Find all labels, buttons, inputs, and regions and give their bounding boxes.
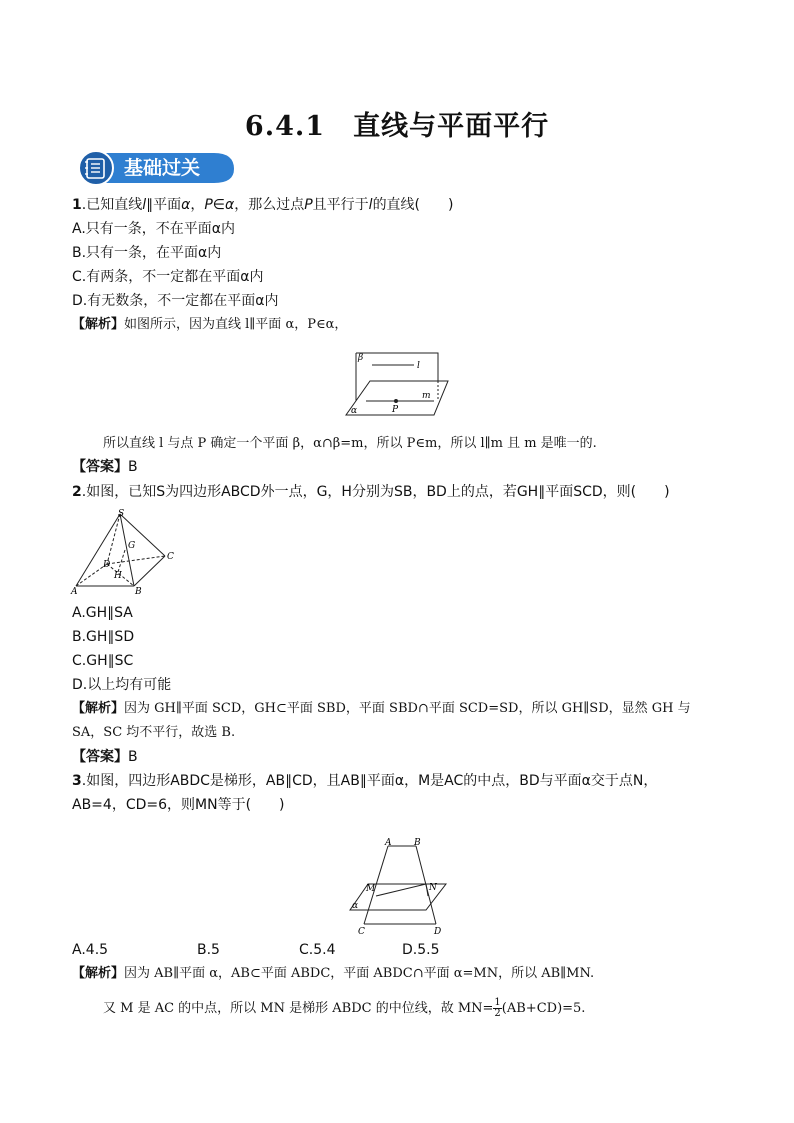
q1-stem: 1.已知直线l∥平面α，P∈α，那么过点P且平行于l的直线( ) (72, 197, 454, 213)
fig2-label-d: D (103, 560, 111, 570)
q1-option-b: B.只有一条，在平面α内 (72, 245, 222, 261)
q1-option-a: A.只有一条，不在平面α内 (72, 221, 236, 237)
q3-figure (346, 838, 450, 936)
q3-option-b: B.5 (197, 942, 220, 958)
q2-option-a: A.GH∥SA (72, 605, 133, 621)
q2-explanation: 【解析】因为 GH∥平面 SCD，GH⊂平面 SBD，平面 SBD∩平面 SCD=SD，所以 GH∥SD，显然 GH 与 (72, 701, 691, 716)
q2-stem: 2.如图，已知S为四边形ABCD外一点，G，H分别为SB，BD上的点，若GH∥平面SCD，则( ) (72, 484, 670, 500)
page-title: 6.4.1 直线与平面平行 (244, 111, 550, 142)
q1-answer: 【答案】B (72, 459, 138, 475)
fig3-label-n: N (429, 883, 437, 893)
fig3-label-b: B (414, 838, 421, 848)
q2-figure (70, 506, 180, 598)
fig2-label-c: C (167, 552, 174, 562)
fig2-label-h: H (114, 571, 122, 581)
q3-option-c: C.5.4 (299, 942, 336, 958)
section-badge (74, 149, 236, 185)
fig2-label-b: B (135, 587, 142, 597)
q1-option-c: C.有两条，不一定都在平面α内 (72, 269, 264, 285)
fig3-label-m: M (366, 884, 376, 894)
q3-stem-cont: AB=4，CD=6，则MN等于( ) (72, 797, 285, 813)
q2-explanation-cont: SA，SC 均不平行，故选 B. (72, 725, 236, 740)
fig3-label-alpha: α (352, 901, 359, 911)
fig3-label-a: A (385, 838, 392, 848)
section-badge-label: 基础过关 (124, 157, 201, 179)
fig3-label-d: D (434, 927, 442, 936)
fig2-label-s: S (118, 509, 125, 519)
q1-figure (340, 343, 452, 421)
fig2-label-a: A (71, 587, 78, 597)
fig1-label-beta: β (358, 353, 364, 363)
fig3-label-c: C (358, 927, 365, 936)
q2-option-c: C.GH∥SC (72, 653, 134, 669)
q1-option-d: D.有无数条，不一定都在平面α内 (72, 293, 279, 309)
q3-explanation-cont: 又 M 是 AC 的中点，所以 MN 是梯形 ABDC 的中位线，故 MN= $\frac{1}{2}$ (AB+CD)=5. (103, 997, 586, 1019)
q2-answer: 【答案】B (72, 749, 138, 765)
fig1-label-l: l (417, 361, 420, 371)
q3-option-a: A.4.5 (72, 942, 109, 958)
q3-explanation: 【解析】因为 AB∥平面 α，AB⊂平面 ABDC，平面 ABDC∩平面 α=MN，所以 AB∥MN. (72, 966, 595, 981)
fig1-label-p: P (392, 405, 399, 415)
q3-option-d: D.5.5 (402, 942, 440, 958)
fig2-label-g: G (128, 541, 136, 551)
fig1-label-m: m (422, 391, 431, 401)
q3-stem: 3.如图，四边形ABDC是梯形，AB∥CD，且AB∥平面α，M是AC的中点，BD与平面α交于点N， (72, 773, 658, 789)
fraction-one-half: $\frac{1}{2}$ (494, 997, 501, 1019)
q1-explanation: 【解析】如图所示，因为直线 l∥平面 α，P∈α， (72, 317, 348, 332)
q1-explanation-cont: 所以直线 l 与点 P 确定一个平面 β，α∩β=m，所以 P∈m，所以 l∥m 且 m 是唯一的. (103, 436, 597, 451)
q2-option-b: B.GH∥SD (72, 629, 135, 645)
fig1-label-alpha: α (351, 406, 358, 416)
q2-option-d: D.以上均有可能 (72, 677, 172, 693)
